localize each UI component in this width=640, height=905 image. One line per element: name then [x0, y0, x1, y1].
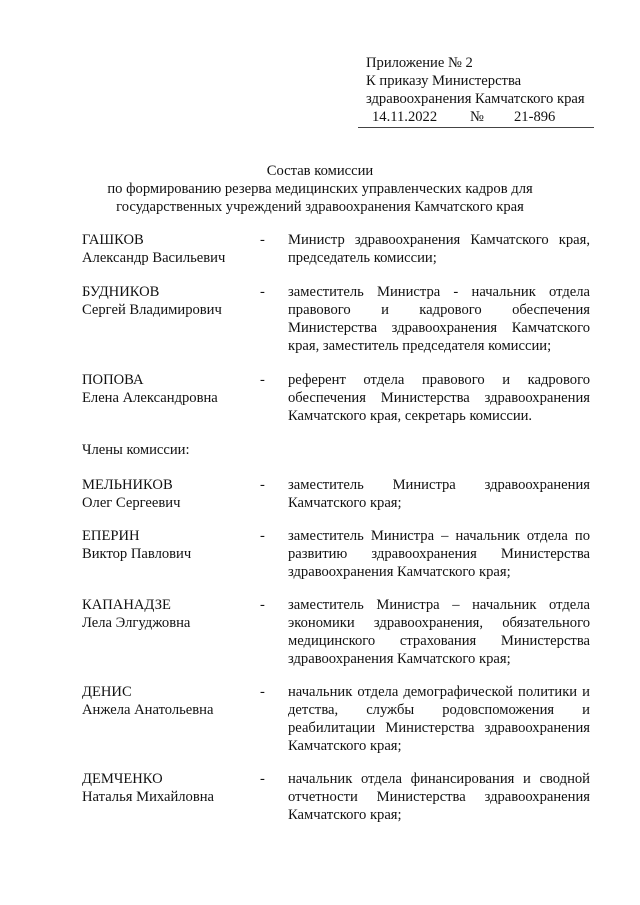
- member-role: заместитель Министра – начальник отдела экономики здравоохранения, обязательного медицинского страхования Министерства здравоохранения Камчатского края;: [288, 597, 590, 667]
- dash-separator: -: [260, 372, 265, 388]
- member-surname: ДЕНИС: [82, 684, 132, 700]
- document-title: [60, 162, 580, 216]
- dash-separator: -: [260, 684, 265, 700]
- order-number: 21-896: [514, 109, 556, 125]
- member-surname: КАПАНАДЗЕ: [82, 597, 171, 613]
- dash-separator: -: [260, 284, 265, 300]
- member-role: референт отдела правового и кадрового обеспечения Министерства здравоохранения Камчатского края, секретарь комиссии.: [288, 372, 590, 424]
- list-item: [82, 283, 592, 355]
- member-given-name: Александр Васильевич: [82, 250, 226, 266]
- dash-separator: -: [260, 771, 265, 787]
- list-item: [82, 527, 592, 581]
- member-given-name: Олег Сергеевич: [82, 495, 181, 511]
- member-given-name: Лела Элгуджовна: [82, 615, 191, 631]
- title-line-3: государственных учреждений здравоохранения Камчатского края: [116, 199, 524, 215]
- list-item: [82, 770, 592, 824]
- title-line-2: по формированию резерва медицинских управленческих кадров для: [107, 181, 533, 197]
- member-given-name: Наталья Михайловна: [82, 789, 215, 805]
- list-item: [82, 683, 592, 755]
- order-number-sign: №: [470, 109, 484, 125]
- appendix-block: [366, 54, 606, 128]
- member-surname: ГАШКОВ: [82, 232, 144, 248]
- order-date: 14.11.2022: [372, 109, 438, 125]
- member-role: начальник отдела демографической политики и детства, службы родовспоможения и реабилитации Министерства здравоохранения Камчатского края;: [288, 684, 590, 754]
- member-surname: БУДНИКОВ: [82, 284, 160, 300]
- list-item: [82, 371, 592, 425]
- member-role: начальник отдела финансирования и сводной отчетности Министерства здравоохранения Камчатского края;: [288, 771, 590, 823]
- member-role: заместитель Министра - начальник отдела правового и кадрового обеспечения Министерства здравоохранения Камчатского края, заместитель председателя комиссии;: [288, 284, 590, 354]
- dash-separator: -: [260, 477, 265, 493]
- member-role: заместитель Министра – начальник отдела по развитию здравоохранения Министерства здравоохранения Камчатского края;: [288, 528, 590, 580]
- commission-list: [82, 231, 592, 824]
- list-item: [82, 596, 592, 668]
- dash-separator: -: [260, 597, 265, 613]
- member-role: заместитель Министра здравоохранения Камчатского края;: [288, 477, 590, 511]
- member-given-name: Елена Александровна: [82, 390, 218, 406]
- member-role: Министр здравоохранения Камчатского края, председатель комиссии;: [288, 232, 590, 266]
- list-item: [82, 231, 592, 267]
- appendix-line-1: Приложение № 2: [366, 55, 473, 71]
- member-given-name: Виктор Павлович: [82, 546, 192, 562]
- member-surname: ПОПОВА: [82, 372, 144, 388]
- title-line-1: Состав комиссии: [266, 163, 374, 179]
- member-surname: ЕПЕРИН: [82, 528, 140, 544]
- member-given-name: Анжела Анатольевна: [82, 702, 214, 718]
- members-label: Члены комиссии:: [82, 442, 190, 458]
- member-given-name: Сергей Владимирович: [82, 302, 222, 318]
- dash-separator: -: [260, 232, 265, 248]
- member-surname: ДЕМЧЕНКО: [82, 771, 163, 787]
- appendix-line-3: здравоохранения Камчатского края: [366, 91, 585, 107]
- dash-separator: -: [260, 528, 265, 544]
- appendix-line-2: К приказу Министерства: [366, 73, 522, 89]
- list-item: [82, 476, 592, 512]
- order-date-number-line: [358, 108, 594, 128]
- member-surname: МЕЛЬНИКОВ: [82, 477, 173, 493]
